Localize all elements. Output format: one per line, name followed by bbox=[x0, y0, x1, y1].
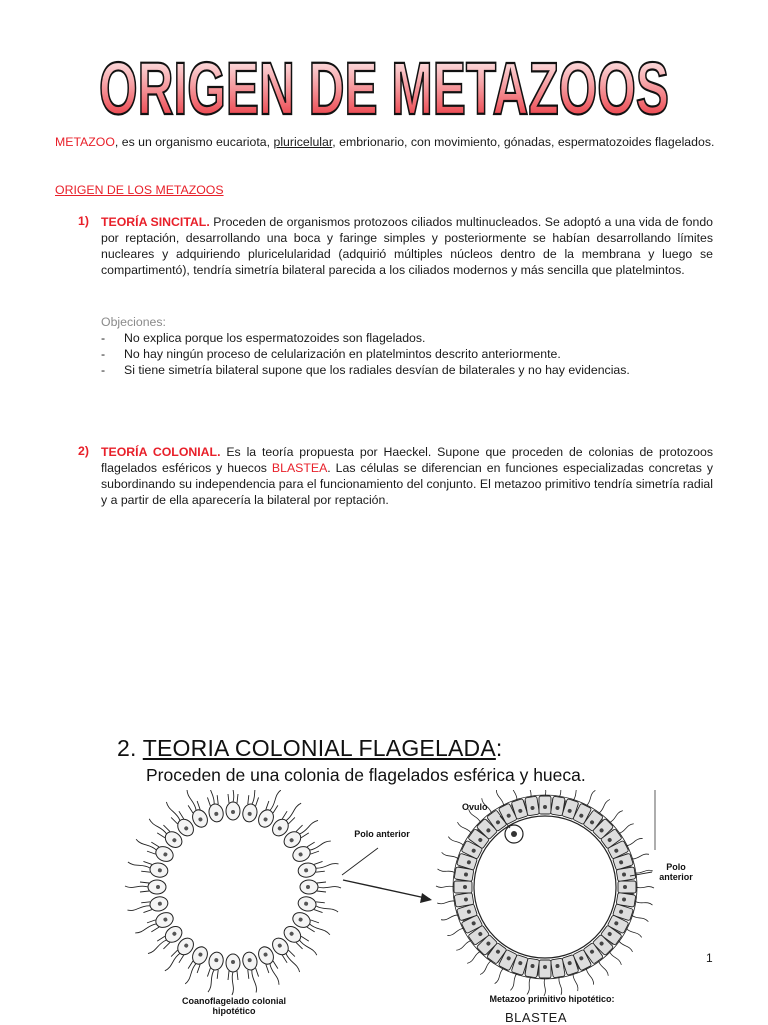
theory2-heading: TEORÍA COLONIAL. bbox=[101, 445, 221, 459]
label-ovulo: Ovulo bbox=[462, 802, 488, 812]
colony-diagram bbox=[0, 790, 768, 1024]
arrow-line bbox=[343, 880, 430, 899]
colony-cell bbox=[160, 935, 197, 976]
label-polo-anterior-left: Polo anterior bbox=[354, 829, 410, 839]
objections-heading: Objeciones: bbox=[101, 315, 166, 329]
pointer-line bbox=[342, 848, 378, 875]
colony-cell bbox=[125, 880, 166, 894]
colony-cell bbox=[144, 814, 185, 851]
blastea-cell bbox=[436, 881, 472, 893]
caption-choanoflagellate: Coanoflagelado colonial hipotético bbox=[181, 996, 286, 1016]
section-heading: ORIGEN DE LOS METAZOOS bbox=[55, 183, 224, 197]
choanoflagellate-colony-illustration bbox=[125, 790, 341, 995]
colony-cell bbox=[300, 880, 341, 894]
page-number: 1 bbox=[706, 951, 713, 965]
colony-cell bbox=[226, 954, 240, 995]
theory2-number: 2) bbox=[78, 444, 89, 458]
colony-cell bbox=[269, 798, 306, 839]
theory1-heading: TEORÍA SINCITAL. bbox=[101, 215, 210, 229]
colony-cell bbox=[226, 790, 240, 820]
caption-primitive-metazoan: Metazoo primitivo hipotético: bbox=[489, 994, 615, 1004]
term-pluricelular: pluricelular bbox=[273, 135, 333, 149]
label-polo-anterior-right: Polo anterior bbox=[659, 862, 693, 882]
theory2-paragraph: TEORÍA COLONIAL. Es la teoría propuesta por Haeckel. Supone que proceden de colonias de protozoos flagelados esféricos y huecos BLASTEA. Las células se diferencian en funciones especializadas concretas y subordinando su independencia para el funcionamiento del conjunto. El metazoo primitivo tendría simetría radial y a partir de ella aparecería la bilateral por reptación. bbox=[101, 445, 714, 507]
blastea-illustration bbox=[436, 790, 654, 996]
blastea-cell bbox=[539, 790, 551, 814]
theory1-number: 1) bbox=[78, 214, 89, 228]
page-title-banner bbox=[0, 48, 768, 128]
caption-blastea: BLASTEA bbox=[505, 1010, 568, 1025]
blastea-cell bbox=[539, 960, 551, 996]
slide-subtitle: Proceden de una colonia de flagelados esférica y hueca. bbox=[146, 765, 586, 785]
term-metazoo: METAZOO bbox=[55, 135, 115, 149]
theory1-paragraph: TEORÍA SINCITAL. Proceden de organismos protozoos ciliados multinucleados. Se adoptó a una vida de fondo por reptación, desarrollando una boca y faringe simples y posteriormente se habían desarrollando límites nucleares y adquiriendo pluricelularidad (adquirió múltiples núcleos dentro de la membrana y luego se compartimentó), tendría simetría bilateral parecida a los ciliados modernos y más sencilla que platelmintos. bbox=[101, 215, 713, 277]
page-title: ORIGEN DE METAZOOS bbox=[99, 48, 669, 128]
term-blastea: BLASTEA bbox=[271, 461, 328, 475]
intro-paragraph: METAZOO, es un organismo eucariota, pluricelular, embrionario, con movimiento, gónadas, espermatozoides flagelados. bbox=[55, 135, 715, 149]
arrow-head bbox=[420, 893, 432, 903]
blastea-cell bbox=[618, 881, 654, 893]
colony-cell bbox=[281, 923, 322, 960]
slide-title: 2. TEORIA COLONIAL FLAGELADA: bbox=[117, 735, 503, 761]
